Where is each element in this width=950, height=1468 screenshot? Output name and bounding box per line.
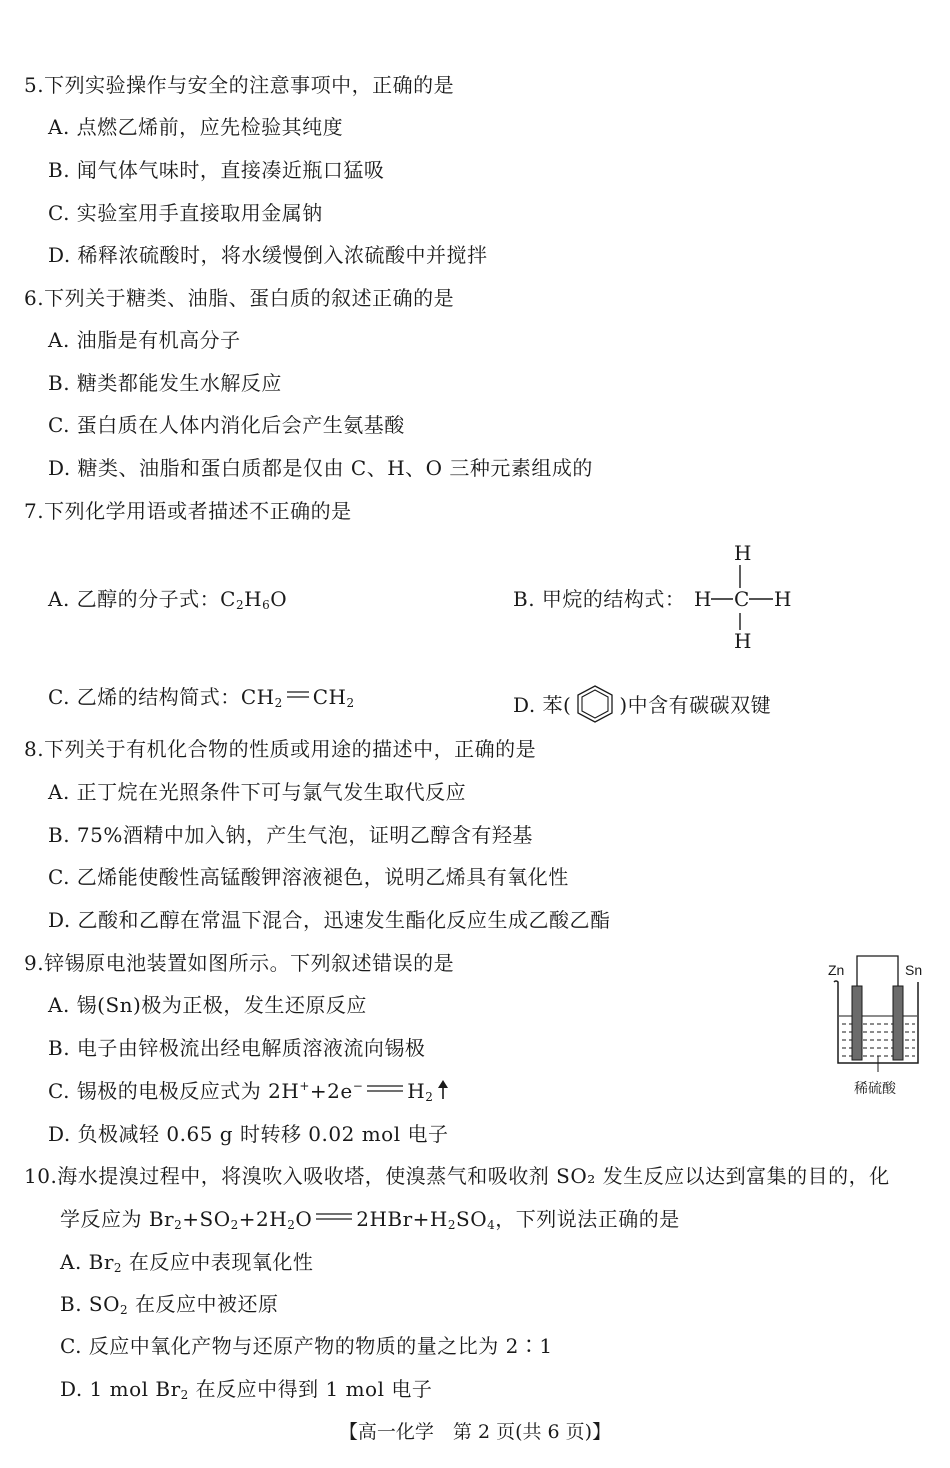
methane-h-bottom: H — [734, 629, 752, 653]
q6-option-c: C. 蛋白质在人体内消化后会产生氨基酸 — [48, 413, 405, 437]
q8-option-c: C. 乙烯能使酸性高锰酸钾溶液褪色，说明乙烯具有氧化性 — [48, 865, 569, 889]
galvanic-cell-figure — [820, 948, 923, 1098]
q10-option-d: D. 1 mol $Br_2$ 在反应中得到 1 mol 电子 — [60, 1377, 433, 1402]
q6-option-d: D. 糖类、油脂和蛋白质都是仅由 C、H、O 三种元素组成的 — [48, 456, 593, 480]
methane-structure — [690, 540, 800, 652]
equals-arrow-icon — [314, 1210, 354, 1224]
benzene-ring-icon — [573, 684, 617, 724]
q9-c-label: C. 锡极的电极反应式为 — [48, 1079, 269, 1103]
solution-label: 稀硫酸 — [854, 1080, 896, 1096]
q10-option-a: A. $Br_2$ 在反应中表现氧化性 — [60, 1250, 314, 1275]
electrode-equation: 2H++2e− $H_2$ — [268, 1079, 434, 1104]
q6-stem: 6.下列关于糖类、油脂、蛋白质的叙述正确的是 — [24, 286, 455, 310]
page-footer: 【高一化学 第 2 页(共 6 页)】 — [338, 1421, 612, 1443]
q5-stem: 5.下列实验操作与安全的注意事项中，正确的是 — [24, 73, 455, 97]
q9-option-a: A. 锡(Sn)极为正极，发生还原反应 — [48, 993, 367, 1017]
q10-stem2-a: 学反应为 — [60, 1207, 149, 1231]
methane-h-right: H — [774, 587, 792, 611]
q10-option-b: B. $SO_2$ 在反应中被还原 — [60, 1292, 279, 1317]
q10-stem-line2 — [60, 1206, 680, 1232]
q5-option-a: A. 点燃乙烯前，应先检验其纯度 — [48, 115, 344, 139]
methane-bonds — [690, 540, 800, 652]
methane-h-left: H — [694, 587, 712, 611]
q8-stem: 8.下列关于有机化合物的性质或用途的描述中，正确的是 — [24, 737, 537, 761]
gas-up-arrow-icon — [436, 1080, 450, 1100]
q7-stem: 7.下列化学用语或者描述不正确的是 — [24, 499, 352, 523]
q7-d-suffix: )中含有碳碳双键 — [619, 693, 772, 717]
q10-option-c: C. 反应中氧化产物与还原产物的物质的量之比为 2∶1 — [60, 1334, 553, 1358]
q9-option-d: D. 负极减轻 0.65 g 时转移 0.02 mol 电子 — [48, 1122, 449, 1146]
methane-h-top: H — [734, 541, 752, 565]
ethylene-formula: $CH_2$ $CH_2$ — [240, 685, 355, 710]
methane-c: C — [734, 587, 750, 611]
q9-option-b: B. 电子由锌极流出经电解质溶液流向锡极 — [48, 1036, 426, 1060]
q6-option-a: A. 油脂是有机高分子 — [48, 328, 241, 352]
double-bond-icon — [285, 688, 311, 702]
q5-option-d: D. 稀释浓硫酸时，将水缓慢倒入浓硫酸中并搅拌 — [48, 243, 488, 267]
q9-stem: 9.锌锡原电池装置如图所示。下列叙述错误的是 — [24, 951, 455, 975]
q10-stem-line1: 10.海水提溴过程中，将溴吹入吸收塔，使溴蒸气和吸收剂 SO₂ 发生反应以达到富集的目的，化 — [24, 1164, 890, 1188]
q7-option-b: B. 甲烷的结构式： — [513, 587, 686, 611]
sn-electrode-label: Sn — [905, 962, 923, 978]
q9-option-c — [48, 1078, 450, 1104]
q5-option-c: C. 实验室用手直接取用金属钠 — [48, 201, 323, 225]
q5-option-b: B. 闻气体气味时，直接凑近瓶口猛吸 — [48, 158, 385, 182]
q7-c-label: C. 乙烯的结构简式： — [48, 685, 241, 709]
q7-option-a — [48, 586, 287, 612]
bromine-reaction-equation: $Br_2+SO_2+2H_2O$ $2HBr+H_2SO_4$ — [148, 1207, 496, 1232]
q8-option-b: B. 75%酒精中加入钠，产生气泡，证明乙醇含有羟基 — [48, 823, 533, 847]
equals-arrow-icon — [365, 1082, 405, 1096]
q7-option-d — [513, 684, 771, 724]
ethanol-formula: $C_2H_6O$ — [220, 587, 288, 612]
q6-option-b: B. 糖类都能发生水解反应 — [48, 371, 282, 395]
q7-a-label: A. 乙醇的分子式： — [48, 587, 221, 611]
q10-stem2-b: ，下列说法正确的是 — [495, 1207, 680, 1231]
q7-d-prefix: D. 苯( — [513, 693, 572, 717]
q8-option-a: A. 正丁烷在光照条件下可与氯气发生取代反应 — [48, 780, 467, 804]
q8-option-d: D. 乙酸和乙醇在常温下混合，迅速发生酯化反应生成乙酸乙酯 — [48, 908, 611, 932]
zn-electrode-label: Zn — [828, 962, 845, 978]
q7-option-c — [48, 684, 355, 710]
